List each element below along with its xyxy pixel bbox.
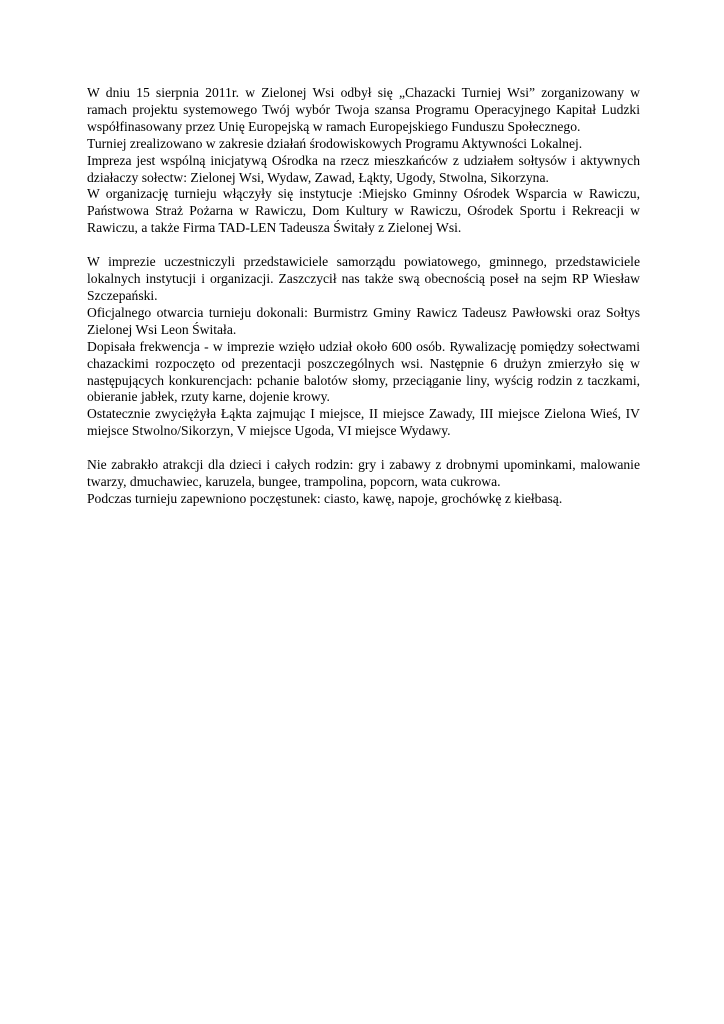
paragraph-opening: Oficjalnego otwarcia turnieju dokonali: Burmistrz Gminy Rawicz Tadeusz Pawłowski oraz Sołtys Zielonej Wsi Leon Świtała. (87, 304, 640, 337)
paragraph-attendance: Dopisała frekwencja - w imprezie wzięło udział około 600 osób. Rywalizację pomiędzy sołectwami chazackimi rozpoczęto od prezentacji poszczególnych wsi. Następnie 6 drużyn zmierzyło się w następujących konkurencjach: pchanie balotów słomy, przeciąganie liny, wyścig rodzin z taczkami, obieranie jabłek, rzuty karne, dojenie krowy. (87, 338, 640, 405)
paragraph-program-scope: Turniej zrealizowano w zakresie działań środowiskowych Programu Aktywności Lokalnej. (87, 135, 583, 151)
paragraph-guests: W imprezie uczestniczyli przedstawiciele samorządu powiatowego, gminnego, przedstawiciele lokalnych instytucji i organizacji. Zaszczycił nas także swą obecnością poseł na sejm RP Wiesław Szczepański. (87, 254, 640, 303)
paragraph-initiative: Impreza jest wspólną inicjatywą Ośrodka na rzecz mieszkańców z udziałem sołtysów i aktywnych działaczy sołectw: Zielonej Wsi, Wydaw, Zawad, Łąkty, Ugody, Stwolna, Sikorzyna. (87, 152, 640, 185)
paragraph-institutions: W organizację turnieju włączyły się instytucje :Miejsko Gminny Ośrodek Wsparcia w Rawiczu, Państwowa Straż Pożarna w Rawiczu, Dom Kultury w Rawiczu, Ośrodek Sportu i Rekreacji w Rawiczu, a także Firma TAD-LEN Tadeusza Świtały z Zielonej Wsi. (87, 186, 640, 236)
paragraph-spacer (87, 440, 640, 457)
paragraph-spacer (87, 237, 640, 254)
paragraph-event-intro: W dniu 15 sierpnia 2011r. w Zielonej Wsi odbył się „Chazacki Turniej Wsi” zorganizowany w ramach projektu systemowego Twój wybór Twoja szansa Programu Operacyjnego Kapitał Ludzki współfinasowany przez Unię Europejską w ramach Europejskiego Funduszu Społecznego. (87, 85, 640, 134)
paragraph-results: Ostatecznie zwyciężyła Łąkta zajmując I miejsce, II miejsce Zawady, III miejsce Zielona Wieś, IV miejsce Stwolno/Sikorzyn, V miejsce Ugoda, VI miejsce Wydawy. (87, 406, 640, 439)
paragraph-refreshments: Podczas turnieju zapewniono poczęstunek: ciasto, kawę, napoje, grochówkę z kiełbasą. (87, 490, 563, 506)
paragraph-attractions: Nie zabrakło atrakcji dla dzieci i całych rodzin: gry i zabawy z drobnymi upominkami, malowanie twarzy, dmuchawiec, karuzela, bungee, trampolina, popcorn, wata cukrowa. (87, 457, 640, 490)
document-body (87, 85, 640, 508)
